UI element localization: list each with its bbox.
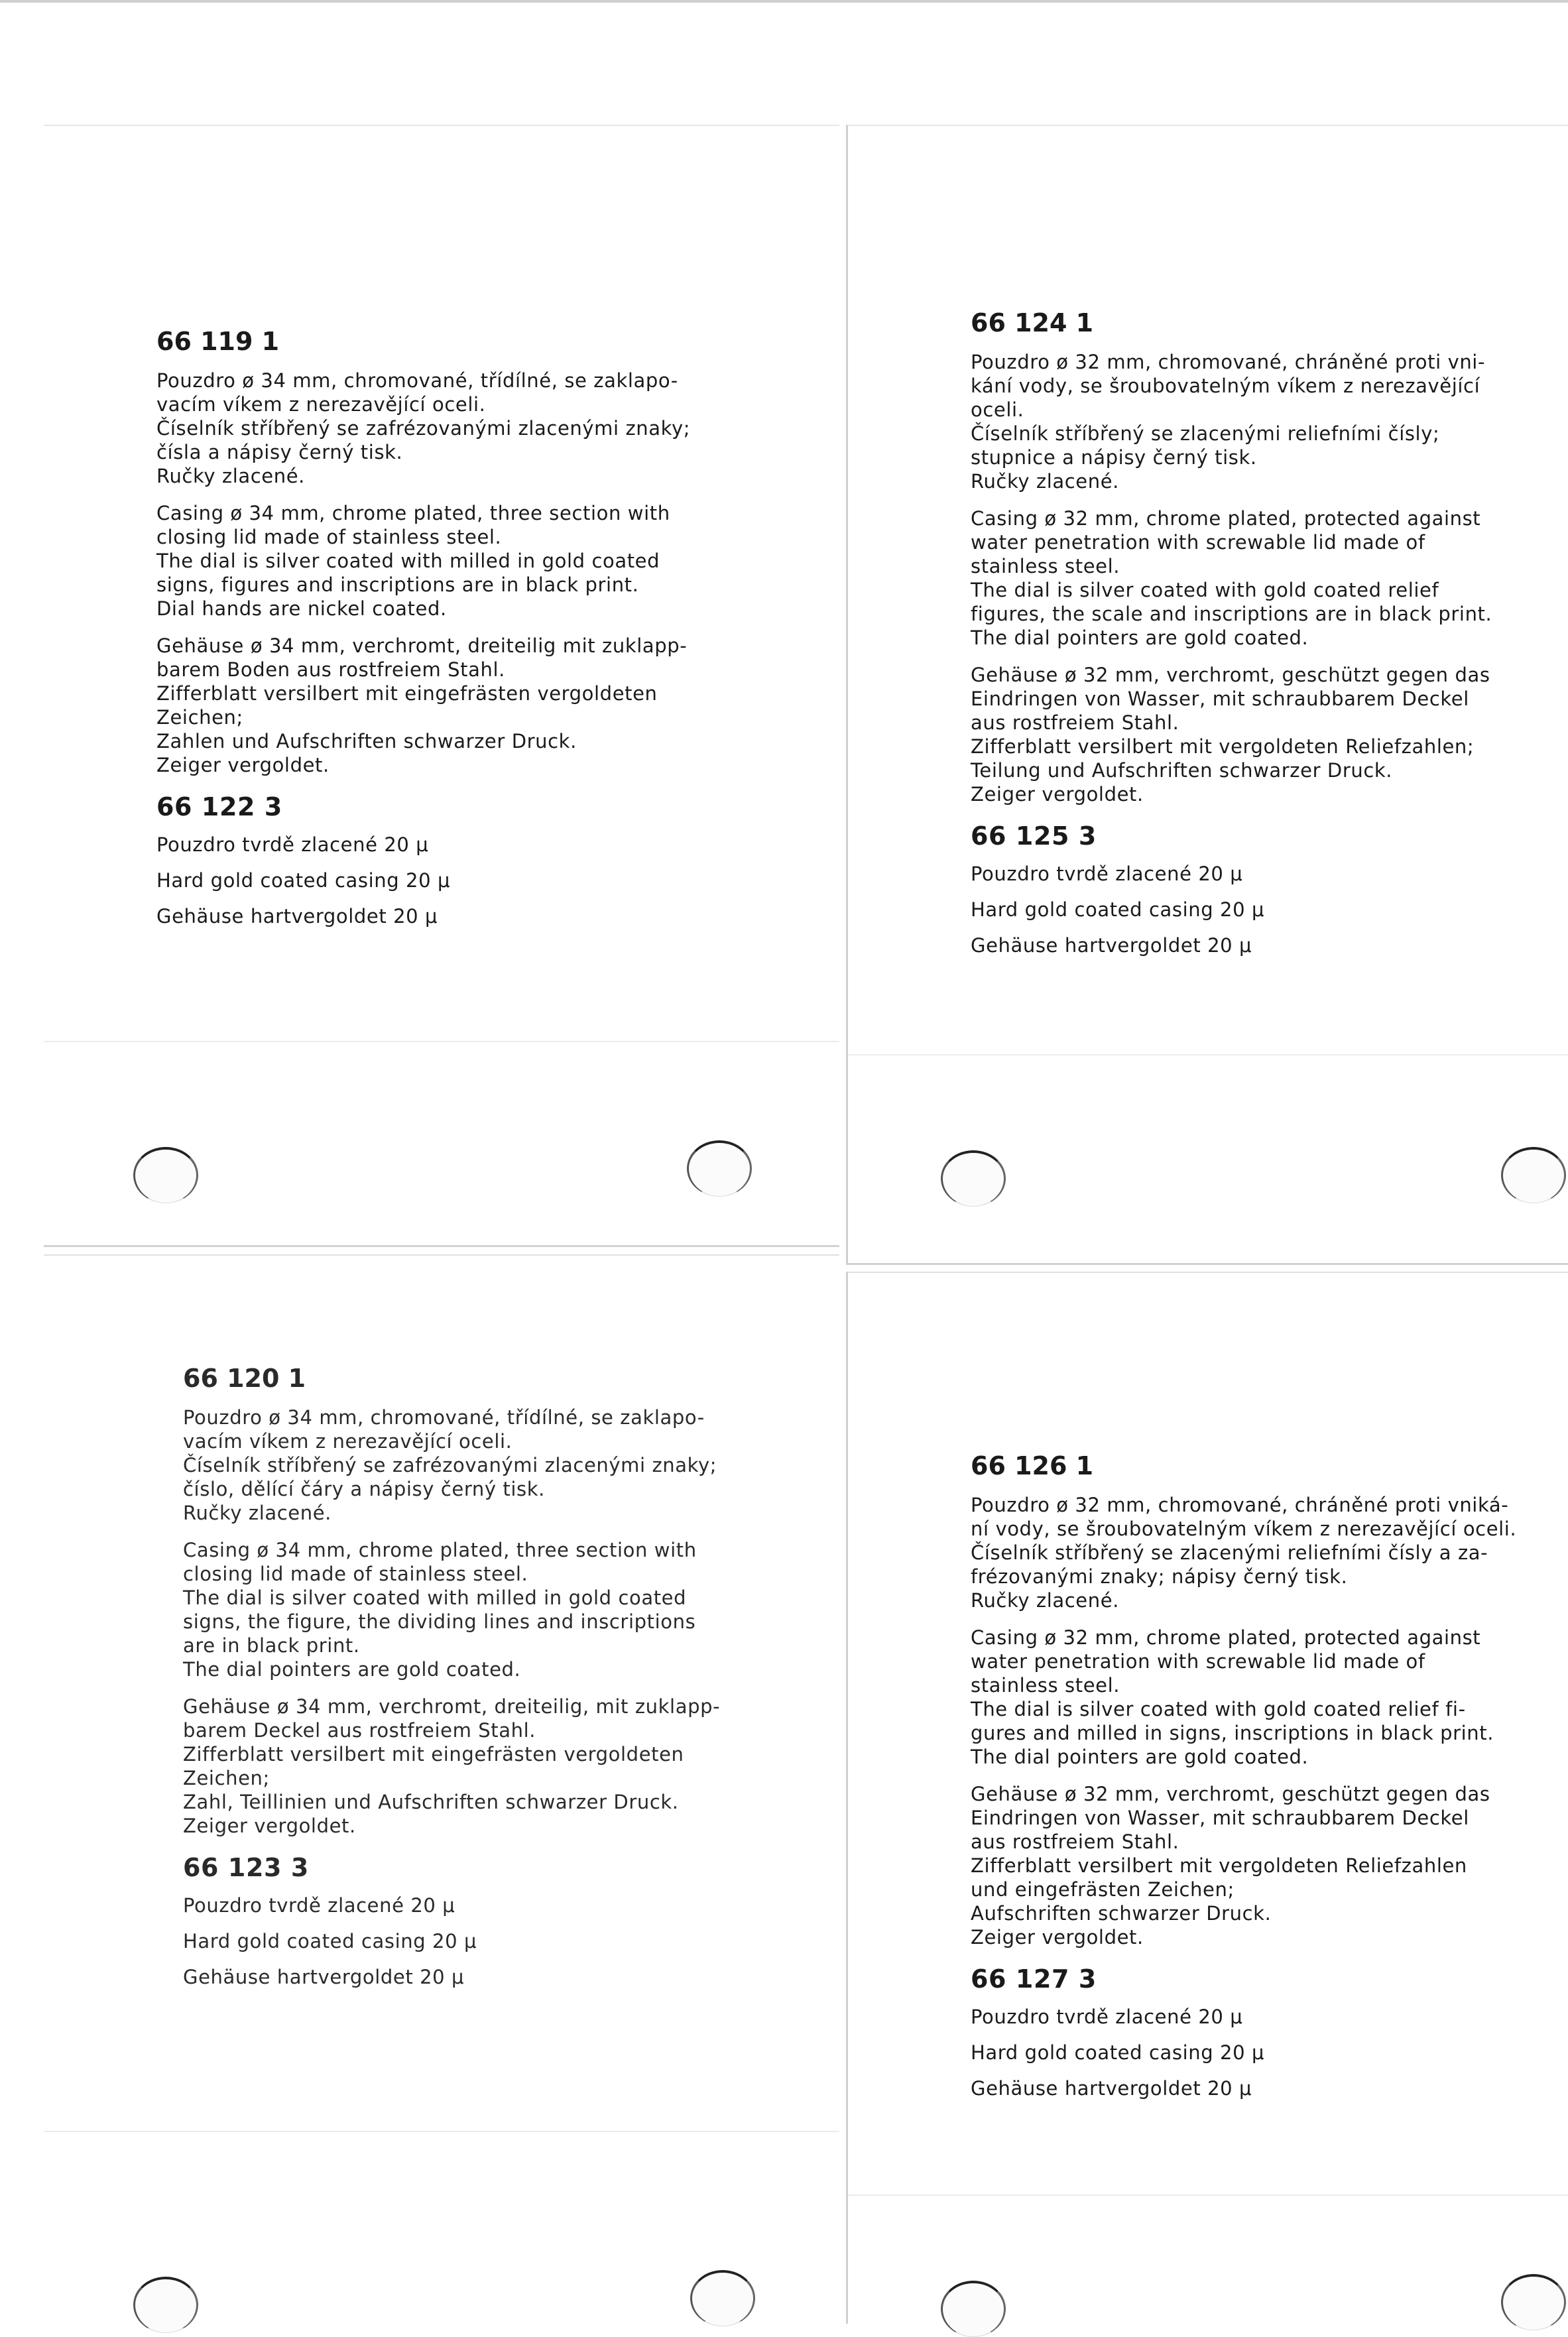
variant-cz: Pouzdro tvrdě zlacené 20 μ <box>156 833 429 856</box>
punch-hole <box>690 2270 755 2326</box>
fold-line <box>848 1054 1568 1055</box>
variant-de: Gehäuse hartvergoldet 20 μ <box>971 2077 1252 2100</box>
variant-code: 66 125 3 <box>971 821 1097 851</box>
variant-en: Hard gold coated casing 20 μ <box>971 898 1265 921</box>
description-de: Gehäuse ø 34 mm, verchromt, dreiteilig mit zuklapp- barem Boden aus rostfreiem Stahl. Zifferblatt versilbert mit eingefrästen vergoldeten Zeichen; Zahlen und Aufschriften schwarzer Druck. Zeiger vergoldet. <box>156 634 688 776</box>
product-code: 66 126 1 <box>971 1451 1094 1480</box>
punch-hole <box>941 2281 1006 2337</box>
punch-hole <box>133 2277 198 2333</box>
description-en: Casing ø 32 mm, chrome plated, protected against water penetration with screwable lid made of stainless steel. The dial is silver coated with gold coated relief figures, the scale and inscriptions are in black print. The dial pointers are gold coated. <box>971 507 1492 649</box>
variant-de: Gehäuse hartvergoldet 20 μ <box>971 934 1252 957</box>
description-de: Gehäuse ø 34 mm, verchromt, dreiteilig, mit zuklapp- barem Deckel aus rostfreiem Stahl. Zifferblatt versilbert mit eingefrästen vergoldeten Zeichen; Zahl, Teillinien und Aufschriften schwarzer Druck. Zeiger vergoldet. <box>183 1695 721 1837</box>
scan-top-edge <box>0 0 1568 3</box>
punch-hole <box>1501 2274 1566 2330</box>
variant-en: Hard gold coated casing 20 μ <box>183 1930 477 1952</box>
variant-en: Hard gold coated casing 20 μ <box>971 2041 1265 2064</box>
fold-line <box>848 2194 1568 2196</box>
description-cz: Pouzdro ø 32 mm, chromované, chráněné proti vni- kání vody, se šroubovatelným víkem z nerezavějící oceli. Číselník stříbřený se zlacenými reliefními čísly; stupnice a nápisy černý tisk. Ručky zlacené. <box>971 351 1486 493</box>
description-cz: Pouzdro ø 34 mm, chromované, třídílné, se zaklapo- vacím víkem z nerezavějící oceli. Číselník stříbřený se zafrézovanými zlacenými znaky; čísla a nápisy černý tisk. Ručky zlacené. <box>156 369 691 487</box>
description-cz: Pouzdro ø 34 mm, chromované, třídílné, se zaklapo- vacím víkem z nerezavějící oceli. Číselník stříbřený se zafrézovanými zlacenými znaky; číslo, dělící čáry a nápisy černý tisk. Ručky zlacené. <box>183 1406 717 1524</box>
product-code: 66 120 1 <box>183 1364 306 1393</box>
variant-code: 66 122 3 <box>156 792 282 821</box>
spec-block-66-124 <box>971 306 1542 969</box>
spec-block-66-119 <box>156 325 728 940</box>
variant-en: Hard gold coated casing 20 μ <box>156 869 451 892</box>
variant-cz: Pouzdro tvrdě zlacené 20 μ <box>971 2006 1243 2028</box>
variant-code: 66 123 3 <box>183 1853 309 1882</box>
fold-line <box>44 1041 839 1042</box>
product-code: 66 124 1 <box>971 308 1094 337</box>
variant-code: 66 127 3 <box>971 1964 1097 1994</box>
spec-block-66-126 <box>971 1449 1542 2112</box>
description-cz: Pouzdro ø 32 mm, chromované, chráněné proti vniká- ní vody, se šroubovatelným víkem z nerezavějící oceli. Číselník stříbřený se zlacenými reliefními čísly a za- frézovanými znaky; nápisy černý tisk. Ručky zlacené. <box>971 1494 1517 1612</box>
description-de: Gehäuse ø 32 mm, verchromt, geschützt gegen das Eindringen von Wasser, mit schraubbarem Deckel aus rostfreiem Stahl. Zifferblatt versilbert mit vergoldeten Reliefzahlen und eingefrästen Zeichen; Aufschriften schwarzer Druck. Zeiger vergoldet. <box>971 1783 1490 1948</box>
variant-de: Gehäuse hartvergoldet 20 μ <box>156 905 438 928</box>
product-code: 66 119 1 <box>156 327 280 356</box>
punch-hole <box>687 1140 752 1197</box>
fold-line <box>44 2131 839 2132</box>
punch-hole <box>1501 1147 1566 1203</box>
description-de: Gehäuse ø 32 mm, verchromt, geschützt gegen das Eindringen von Wasser, mit schraubbarem Deckel aus rostfreiem Stahl. Zifferblatt versilbert mit vergoldeten Reliefzahlen; Teilung und Aufschriften schwarzer Druck. Zeiger vergoldet. <box>971 664 1490 806</box>
spec-block-66-120 <box>183 1362 754 2001</box>
description-en: Casing ø 34 mm, chrome plated, three section with closing lid made of stainless steel. The dial is silver coated with milled in gold coated signs, the figure, the dividing lines and inscriptions are in black print. The dial pointers are gold coated. <box>183 1539 697 1681</box>
description-en: Casing ø 34 mm, chrome plated, three section with closing lid made of stainless steel. The dial is silver coated with milled in gold coated signs, figures and inscriptions are in black print. Dial hands are nickel coated. <box>156 502 670 620</box>
variant-de: Gehäuse hartvergoldet 20 μ <box>183 1966 465 1988</box>
variant-cz: Pouzdro tvrdě zlacené 20 μ <box>971 863 1243 885</box>
description-en: Casing ø 32 mm, chrome plated, protected against water penetration with screwable lid made of stainless steel. The dial is silver coated with gold coated relief fi- gures and milled in signs, inscriptions in black print. The dial pointers are gold coated. <box>971 1626 1494 1768</box>
variant-cz: Pouzdro tvrdě zlacené 20 μ <box>183 1894 455 1917</box>
punch-hole <box>941 1150 1006 1207</box>
punch-hole <box>133 1147 198 1203</box>
